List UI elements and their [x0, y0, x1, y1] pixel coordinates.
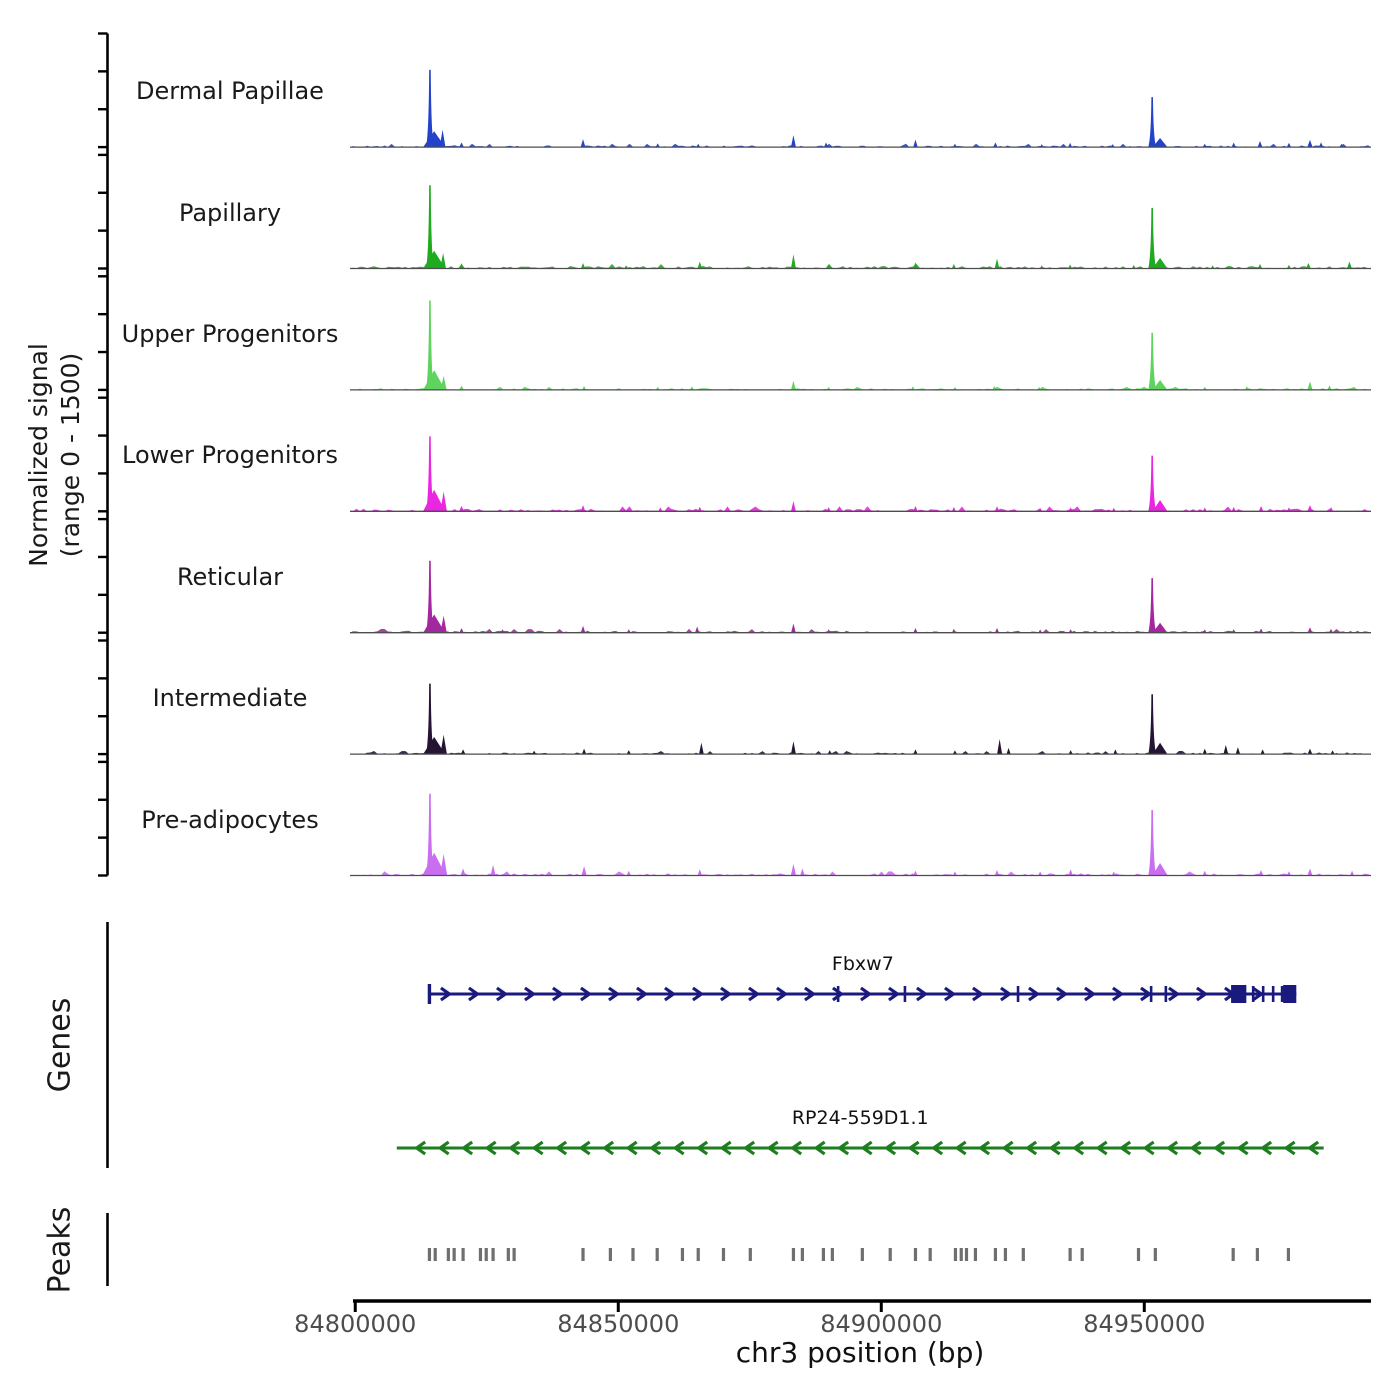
signal-peak [1007, 748, 1011, 754]
signal-peak [582, 749, 586, 754]
signal-peak [1148, 333, 1156, 390]
peak-bar [447, 1248, 450, 1261]
signal-track-reticular [350, 561, 1371, 633]
signal-peak [995, 259, 1000, 269]
y-axis-label-line1: Normalized signal [24, 343, 53, 567]
signal-peak [997, 739, 1002, 754]
signal-track-papillary [350, 185, 1371, 268]
signal-peak [459, 506, 464, 511]
peak-bar [954, 1248, 957, 1261]
peak-bar [491, 1248, 494, 1261]
signal-peak [461, 749, 465, 754]
track-label-dermal-papillae: Dermal Papillae [136, 77, 324, 106]
signal-noise [350, 506, 1371, 511]
signal-peak [1307, 381, 1312, 389]
signal-peak [791, 741, 796, 754]
signal-peak [698, 262, 702, 269]
signal-peak [1327, 385, 1331, 390]
signal-peak [1261, 749, 1265, 754]
signal-track-upper-progenitors [350, 301, 1371, 390]
gene-label-rp24-559d1-1: RP24-559D1.1 [791, 1107, 929, 1129]
signal-peak [581, 505, 585, 511]
signal-peak [698, 869, 702, 875]
peak-bar [1022, 1248, 1025, 1261]
signal-peak [441, 376, 447, 390]
signal-peak [1148, 578, 1156, 633]
signal-peak [459, 263, 464, 268]
signal-peak [1223, 745, 1228, 754]
signal-peak [913, 140, 917, 148]
gene-fbxw7 [429, 984, 1296, 1004]
gene-rp24-559d1-1 [397, 1142, 1324, 1154]
track-label-upper-progenitors: Upper Progenitors [121, 319, 339, 348]
peak-bar [889, 1248, 892, 1261]
signal-peak [1203, 871, 1207, 876]
x-tick-label-84950000: 84950000 [1083, 1310, 1206, 1338]
signal-peak [993, 142, 997, 147]
y-axis-label-line2: (range 0 - 1500) [56, 352, 85, 558]
signal-peak [952, 264, 956, 269]
signal-peak [1307, 140, 1312, 147]
signal-peak [581, 263, 585, 268]
signal-peak [459, 143, 464, 148]
peak-bar [631, 1248, 634, 1261]
signal-peak [698, 507, 702, 512]
signal-peak [1148, 97, 1156, 147]
genes-section-label: Genes [42, 997, 78, 1093]
signal-peak [995, 870, 999, 875]
signal-peak [1307, 869, 1312, 876]
signal-peak [1236, 747, 1240, 754]
signal-peak [1203, 749, 1207, 754]
signal-peak [1259, 506, 1263, 511]
track-label-intermediate: Intermediate [152, 684, 308, 713]
signal-peak [1306, 263, 1311, 268]
signal-peak [627, 871, 631, 876]
signal-peak [1068, 869, 1072, 875]
signal-peak [913, 871, 917, 876]
peak-bar [485, 1248, 488, 1261]
signal-peak [791, 864, 796, 876]
signal-peak [581, 626, 586, 633]
peak-bar [681, 1248, 684, 1261]
exon-box [1283, 985, 1296, 1003]
track-label-lower-progenitors: Lower Progenitors [122, 441, 338, 470]
signal-peak [699, 743, 704, 755]
signal-peak [995, 506, 999, 511]
signal-peak [1148, 456, 1156, 512]
signal-peak [791, 501, 796, 511]
signal-peak [1307, 505, 1312, 511]
peak-bar [697, 1248, 700, 1261]
signal-peak [995, 628, 999, 633]
signal-peak [800, 869, 804, 876]
signal-peak [913, 749, 917, 754]
peaks-section-label: Peaks [42, 1206, 78, 1294]
peak-bar [461, 1248, 464, 1261]
signal-peak [824, 143, 828, 148]
signal-peak [440, 492, 447, 512]
peak-bar [960, 1248, 963, 1261]
peak-bar [434, 1248, 437, 1261]
gene-label-fbxw7: Fbxw7 [831, 953, 894, 975]
track-label-reticular: Reticular [176, 562, 284, 591]
signal-peak [1347, 262, 1352, 269]
signal-peak [1148, 208, 1156, 269]
y-axis-label [23, 343, 87, 567]
peak-bar [822, 1248, 825, 1261]
peaks-track [428, 1248, 1290, 1261]
peak-bar [1069, 1248, 1072, 1261]
signal-peak [440, 130, 446, 147]
peak-bar [1154, 1248, 1157, 1261]
signal-peak [791, 623, 796, 632]
signal-track-lower-progenitors [350, 436, 1371, 511]
signal-peak [440, 253, 446, 269]
x-tick-label-84850000: 84850000 [557, 1310, 680, 1338]
signal-peak [459, 628, 463, 633]
signal-peak [791, 135, 796, 147]
signal-peak [1148, 810, 1156, 876]
signal-peak [1308, 749, 1313, 754]
peak-bar [861, 1248, 864, 1261]
signal-peak [1148, 694, 1156, 754]
x-tick-label-84900000: 84900000 [820, 1310, 943, 1338]
peak-bar [831, 1248, 834, 1261]
peak-bar [513, 1248, 516, 1261]
x-axis-title: chr3 position (bp) [735, 1336, 985, 1369]
peak-bar [609, 1248, 612, 1261]
signal-peak [440, 735, 447, 754]
signal-peak [1258, 141, 1263, 147]
signal-peak [1232, 143, 1236, 148]
peak-bar [965, 1248, 968, 1261]
signal-noise [350, 264, 1371, 269]
peak-bar [722, 1248, 725, 1261]
signal-peak [440, 616, 446, 633]
signal-peak [791, 381, 796, 390]
signal-peak [695, 626, 699, 632]
signal-peak [1350, 871, 1354, 876]
peak-bar [1081, 1248, 1084, 1261]
peak-bar [801, 1248, 804, 1261]
signal-peak [491, 865, 496, 876]
signal-track-intermediate [350, 684, 1371, 754]
exon-box [1231, 985, 1246, 1003]
peak-bar [1256, 1248, 1259, 1261]
peak-bar [1004, 1248, 1007, 1261]
peak-bar [1287, 1248, 1290, 1261]
signal-peak [913, 628, 917, 633]
track-label-papillary: Papillary [178, 198, 282, 227]
signal-peak [581, 139, 586, 147]
peak-bar [428, 1248, 431, 1261]
peak-bar [656, 1248, 659, 1261]
signal-peak [1259, 870, 1263, 875]
signal-peak [1258, 264, 1262, 269]
signal-peak [791, 254, 796, 268]
signal-peak [1319, 142, 1323, 147]
signal-peak [461, 869, 466, 876]
peak-bar [914, 1248, 917, 1261]
peak-bar [749, 1248, 752, 1261]
signal-peak [440, 854, 447, 876]
peak-bar [1137, 1248, 1140, 1261]
peak-bar [1232, 1248, 1235, 1261]
signal-peak [1113, 749, 1117, 754]
peak-bar [974, 1248, 977, 1261]
peak-bar [453, 1248, 456, 1261]
peak-bar [479, 1248, 482, 1261]
peak-bar [994, 1248, 997, 1261]
signal-track-dermal-papillae [350, 70, 1371, 147]
x-tick-label-84800000: 84800000 [294, 1310, 417, 1338]
peak-bar [792, 1248, 795, 1261]
signal-peak [581, 866, 586, 875]
signal-peak [913, 506, 917, 511]
peak-bar [507, 1248, 510, 1261]
track-label-pre-adipocytes: Pre-adipocytes [141, 805, 319, 834]
peak-bar [929, 1248, 932, 1261]
signal-peak [1308, 627, 1313, 632]
signal-track-pre-adipocytes [350, 794, 1371, 876]
peak-bar [581, 1248, 584, 1261]
